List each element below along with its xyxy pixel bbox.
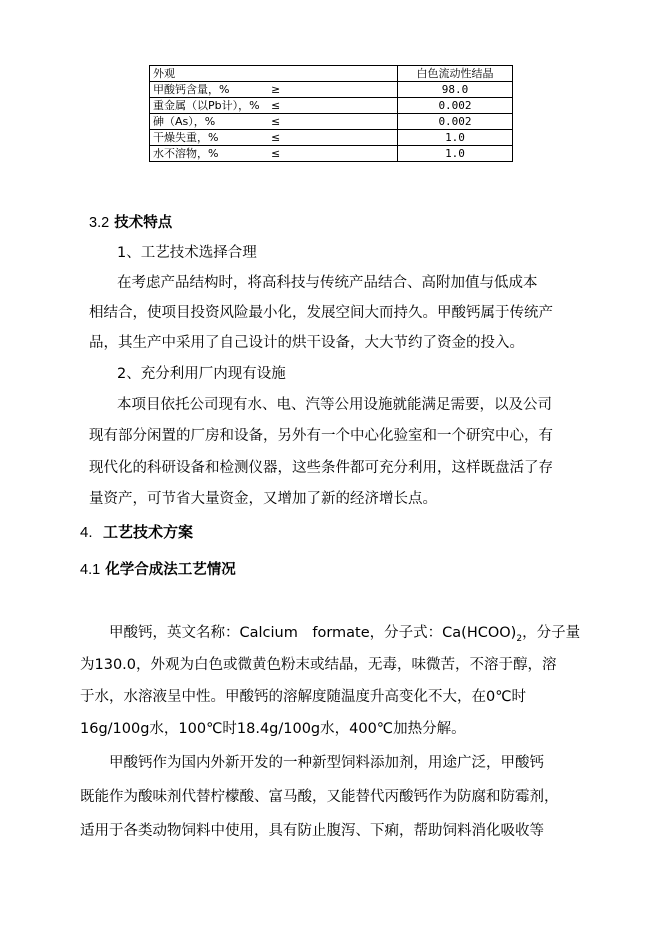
table-cell: 1.0: [398, 130, 513, 146]
spec-table: [149, 65, 513, 162]
row-operator: ≤: [271, 131, 281, 144]
text-span: 甲酸钙，英文名称：Calcium formate，分子式：Ca(HCOO): [109, 625, 517, 641]
table-cell: [150, 98, 398, 114]
section-heading-3-2: [89, 213, 172, 233]
section-number: 4.1: [80, 562, 101, 578]
paragraph-line: 适用于各类动物饲料中使用，具有防止腹泻、下痢，帮助饲料消化吸收等: [80, 823, 544, 839]
paragraph-line: 为130.0，外观为白色或微黄色粉末或结晶，无毒，味微苦，不溶于醇，溶: [80, 657, 557, 673]
paragraph-line: 在考虑产品结构时，将高科技与传统产品结合、高附加值与低成本: [117, 275, 538, 291]
section-title: 化学合成法工艺情况: [105, 562, 236, 578]
table-row: [150, 98, 513, 114]
table-row: [150, 82, 513, 98]
table-cell: 0.002: [398, 98, 513, 114]
table-header-row: [150, 66, 513, 82]
table-cell: [150, 82, 398, 98]
row-label: 重金属（以Pb计），%: [153, 99, 260, 112]
paragraph-line: 于水，水溶液呈中性。甲酸钙的溶解度随温度升高变化不大，在0℃时: [80, 689, 527, 705]
section-title: 技术特点: [114, 215, 173, 231]
paragraph-line: 现代化的科研设备和检测仪器，这些条件都可充分利用，这样既盘活了存: [89, 460, 553, 476]
paragraph-line: 相结合，使项目投资风险最小化，发展空间大而持久。甲酸钙属于传统产: [89, 305, 553, 321]
section-heading-4-1: [80, 560, 236, 580]
paragraph-line: 量资产，可节省大量资金，又增加了新的经济增长点。: [89, 491, 437, 507]
row-label: 砷（As），%: [153, 115, 216, 128]
section-number: 4.: [80, 524, 93, 541]
row-label: 水不溶物，%: [153, 147, 219, 160]
table-cell: [150, 114, 398, 130]
paragraph-line: [109, 623, 580, 643]
text-span: ，分子量: [522, 625, 581, 641]
section-number: 3.2: [89, 215, 110, 231]
table-cell: [150, 130, 398, 146]
table-cell: 98.0: [398, 82, 513, 98]
row-label: 甲酸钙含量，%: [153, 83, 230, 96]
table-cell: 白色流动性结晶: [398, 66, 513, 82]
row-operator: ≤: [271, 115, 281, 128]
section-title: 工艺技术方案: [102, 523, 193, 541]
table-row: [150, 146, 513, 162]
table-cell: 外观: [150, 66, 398, 82]
row-operator: ≤: [271, 99, 281, 112]
table-cell: 0.002: [398, 114, 513, 130]
paragraph-line: 品，其生产中采用了自己设计的烘干设备，大大节约了资金的投入。: [89, 335, 524, 351]
subscript: 2: [516, 633, 523, 644]
list-item: 2、充分利用厂内现有设施: [117, 366, 286, 382]
row-label: 干燥失重，%: [153, 131, 219, 144]
paragraph-line: 16g/100g水，100℃时18.4g/100g水，400℃加热分解。: [80, 721, 466, 737]
row-operator: ≤: [271, 147, 281, 160]
table-row: [150, 130, 513, 146]
row-operator: ≥: [271, 83, 281, 96]
table-row: [150, 114, 513, 130]
list-item: 1、工艺技术选择合理: [117, 245, 257, 261]
paragraph-line: 既能作为酸味剂代替柠檬酸、富马酸，又能替代丙酸钙作为防腐和防霉剂，: [80, 789, 559, 805]
table-cell: 1.0: [398, 146, 513, 162]
paragraph-line: 甲酸钙作为国内外新开发的一种新型饲料添加剂，用途广泛，甲酸钙: [109, 755, 544, 771]
section-heading-4: [80, 522, 193, 543]
table-cell: [150, 146, 398, 162]
paragraph-line: 现有部分闲置的厂房和设备，另外有一个中心化验室和一个研究中心，有: [89, 428, 553, 444]
paragraph-line: 本项目依托公司现有水、电、汽等公用设施就能满足需要，以及公司: [117, 397, 552, 413]
